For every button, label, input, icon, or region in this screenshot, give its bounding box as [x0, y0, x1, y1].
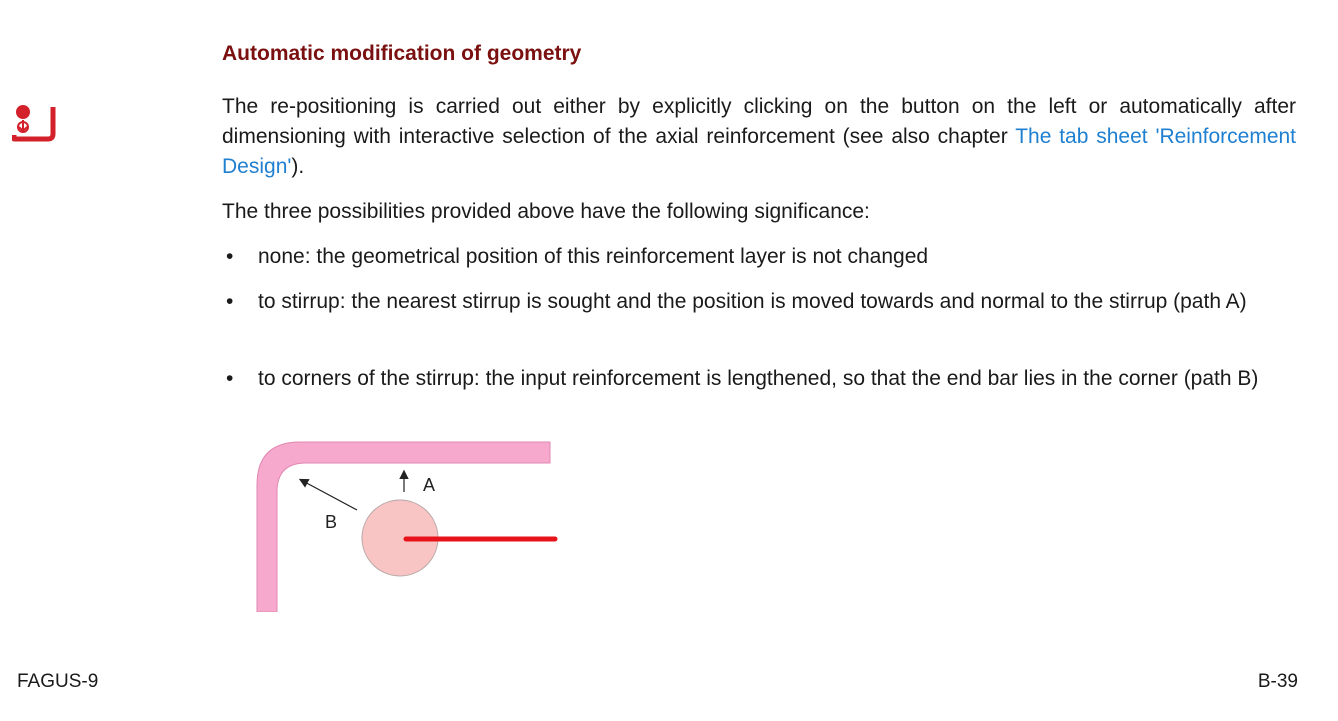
footer-page-number: B-39 — [1257, 671, 1298, 692]
repositioning-figure — [255, 440, 565, 612]
section-title: Automatic modification of geometry — [222, 42, 582, 65]
bullet-icon: • — [226, 290, 234, 313]
reposition-reinforcement-icon[interactable] — [12, 102, 56, 144]
footer-product: FAGUS-9 — [17, 671, 99, 692]
reinforcement-design-link[interactable]: The tab sheet 'Reinforcement Design' — [222, 125, 1297, 178]
list-item-text: to corners of the stirrup: the input reinforcement is lengthened, so that the end bar lies in the corner (path B) — [258, 367, 1259, 390]
bullet-icon: • — [226, 367, 234, 390]
reposition-icon-graphic — [12, 102, 56, 144]
path-b-label: B — [325, 512, 338, 532]
path-a-label: A — [423, 475, 436, 495]
intro-text: The re-positioning is carried out either by explicitly clicking on the button on the left or automatically after dimensioning with interactive selection of the axial reinforcement (see also chapter — [222, 95, 1296, 148]
bullet-icon: • — [226, 245, 234, 268]
path-b-arrow — [301, 480, 357, 510]
list-item-to-stirrup — [222, 287, 1296, 317]
intro-text-end: ). — [291, 155, 305, 178]
list-item-to-corners — [222, 364, 1296, 394]
list-item-text: none: the geometrical position of this reinforcement layer is not changed — [258, 245, 929, 268]
list-item-text: to stirrup: the nearest stirrup is sought and the position is moved towards and normal to the stirrup (path A) — [258, 290, 1247, 313]
stirrup-diagram — [255, 440, 565, 612]
intro-paragraph — [222, 92, 1296, 182]
list-item-none — [222, 242, 1296, 272]
possibilities-intro: The three possibilities provided above have the following significance: — [222, 200, 870, 223]
